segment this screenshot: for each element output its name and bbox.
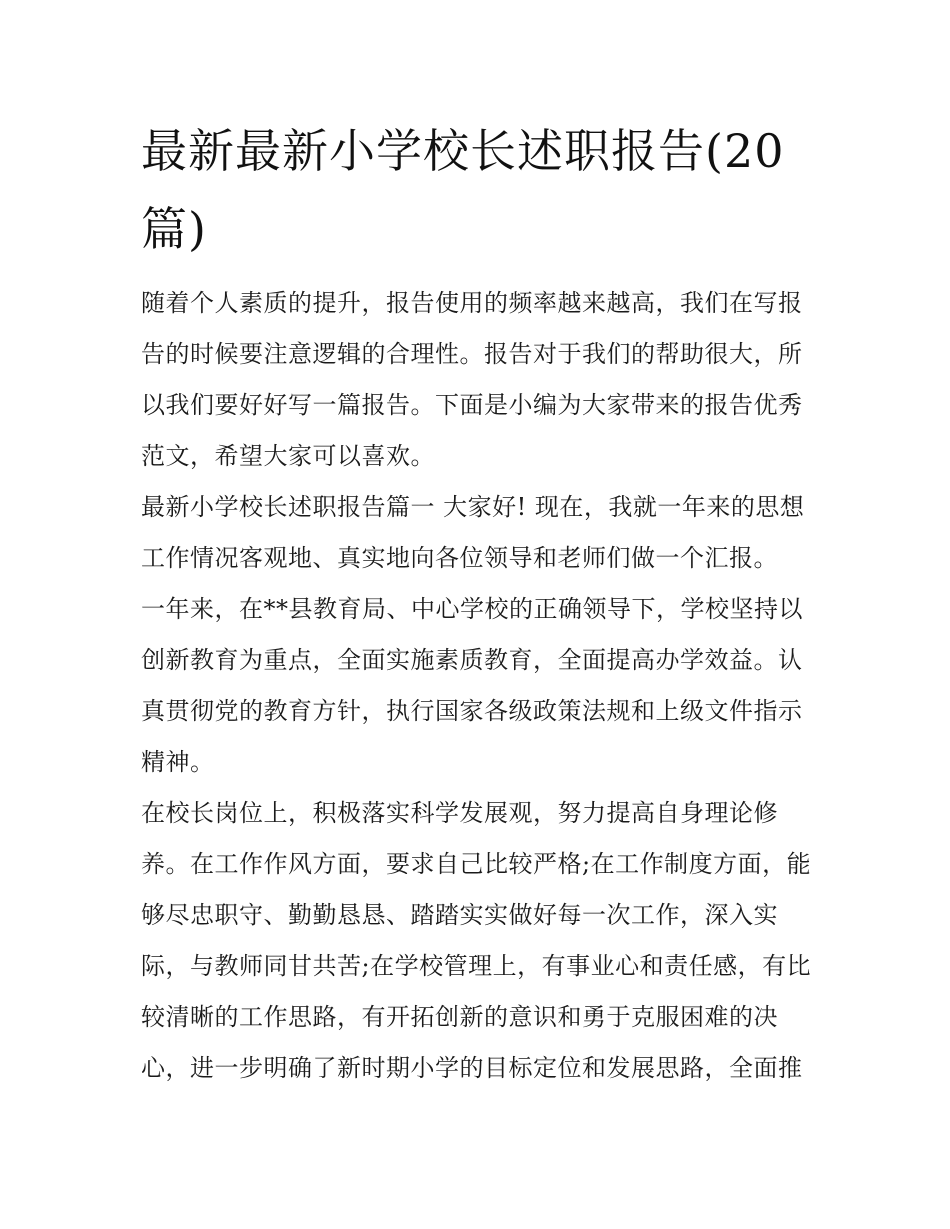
document-content xyxy=(141,112,813,1094)
paragraph-greeting: 最新小学校长述职报告篇一 大家好! 现在，我就一年来的思想工作情况客观地、真实地向各位领导和老师们做一个汇报。 xyxy=(141,493,805,572)
document-body xyxy=(141,278,813,1094)
paragraph-work-style: 在校长岗位上，积极落实科学发展观，努力提高自身理论修养。在工作作风方面，要求自己比较严格;在工作制度方面，能够尽忠职守、勤勤恳恳、踏踏实实做好每一次工作，深入实际，与教师同甘共苦;在学校管理上，有事业心和责任感，有比较清晰的工作思路，有开拓创新的意识和勇于克服困难的决心，进一步明确了新时期小学的目标定位和发展思路，全面推 xyxy=(141,799,812,1082)
document-title: 最新最新小学校长述职报告(20篇) xyxy=(141,124,785,256)
paragraph-intro: 随着个人素质的提升，报告使用的频率越来越高，我们在写报告的时候要注意逻辑的合理性。报告对于我们的帮助很大，所以我们要好好写一篇报告。下面是小编为大家带来的报告优秀范文，希望大家可以喜欢。 xyxy=(141,289,803,470)
paragraph-overview: 一年来，在**县教育局、中心学校的正确领导下，学校坚持以创新教育为重点，全面实施素质教育，全面提高办学效益。认真贯彻党的教育方针，执行国家各级政策法规和上级文件指示精神。 xyxy=(141,595,803,776)
